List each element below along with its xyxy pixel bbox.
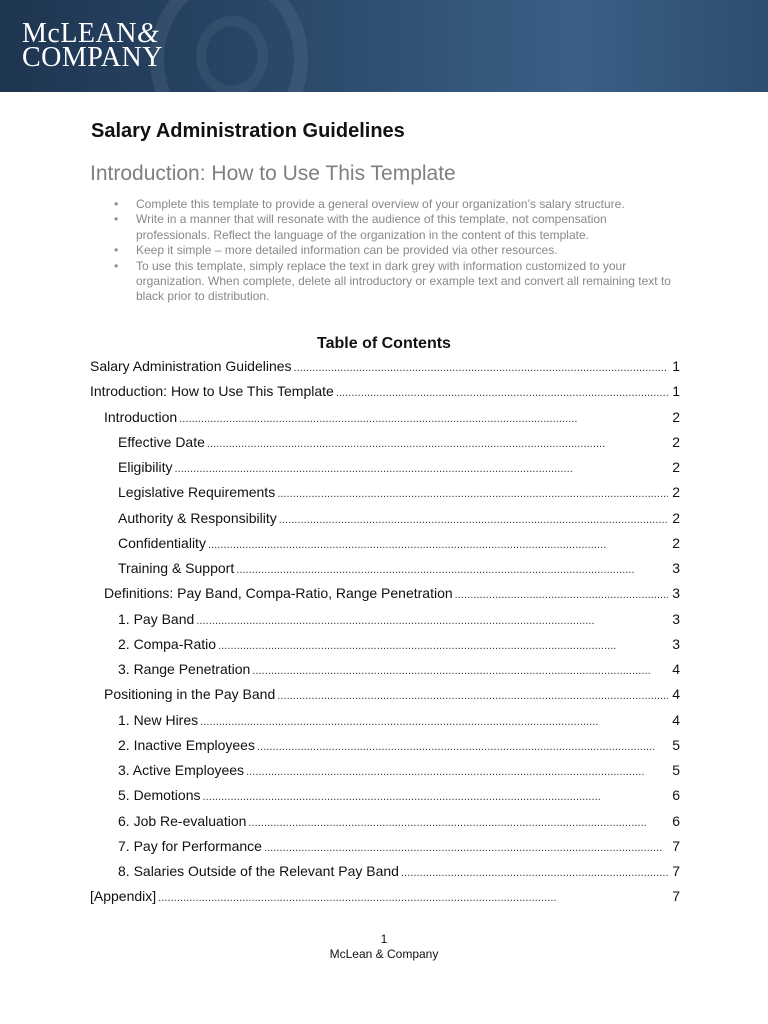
ampersand-watermark-inner xyxy=(196,16,268,92)
toc-leader-dots xyxy=(294,358,668,374)
toc-entry-page: 7 xyxy=(672,837,680,854)
toc-entry-title: Legislative Requirements xyxy=(118,484,276,501)
footer-company: McLean & Company xyxy=(329,947,439,961)
toc-leader-dots xyxy=(455,585,668,601)
toc-entry-page: 3 xyxy=(672,635,680,652)
toc-entry-page: 2 xyxy=(672,408,680,425)
toc-entry[interactable] xyxy=(90,863,680,888)
toc-entry[interactable] xyxy=(90,383,680,408)
toc-entry-page: 2 xyxy=(672,509,680,526)
company-logo xyxy=(22,18,163,73)
toc-entry[interactable] xyxy=(90,838,680,863)
toc-leader-dots xyxy=(277,484,668,500)
bullet-item: • Keep it simple – more detailed information can be provided via other resources. xyxy=(112,243,672,258)
toc-entry[interactable] xyxy=(90,686,680,711)
toc-entry-page: 2 xyxy=(672,433,680,450)
toc-entry-title: Authority & Responsibility xyxy=(118,509,277,526)
toc-entry[interactable] xyxy=(90,459,680,484)
bullet-item: • To use this template, simply replace the text in dark grey with information customized to your organization. When complete, delete all introductory or example text and convert all remaining text to black prior to distribution. xyxy=(112,259,672,305)
toc-entry-page: 3 xyxy=(672,585,680,602)
toc-leader-dots xyxy=(202,787,668,803)
toc-entry[interactable] xyxy=(90,636,680,661)
toc-leader-dots xyxy=(246,762,668,778)
logo-ampersand: & xyxy=(136,18,160,49)
toc-entry-title: 6. Job Re-evaluation xyxy=(118,812,247,829)
toc-leader-dots xyxy=(218,636,668,652)
toc-leader-dots xyxy=(336,383,668,399)
toc-entry[interactable] xyxy=(90,585,680,610)
toc-entry-title: Introduction: How to Use This Template xyxy=(90,383,334,400)
toc-title: Table of Contents xyxy=(317,335,451,352)
toc-entry-page: 1 xyxy=(672,358,680,374)
toc-leader-dots xyxy=(179,409,668,425)
bullet-item: • Write in a manner that will resonate with the audience of this template, not compensation professionals. Reflect the language of the organization in the content of this template. xyxy=(112,212,672,243)
logo-line1: McLEAN xyxy=(22,18,137,49)
toc-entry-title: 8. Salaries Outside of the Relevant Pay Band xyxy=(118,863,399,879)
toc-entry-title: 2. Inactive Employees xyxy=(118,736,255,753)
toc-leader-dots xyxy=(277,686,668,702)
toc-leader-dots xyxy=(200,712,668,728)
toc-entry[interactable] xyxy=(90,358,680,383)
page-number: 1 xyxy=(380,932,388,946)
toc-leader-dots xyxy=(196,611,668,627)
toc-entry-title: Effective Date xyxy=(118,433,205,450)
toc-entry[interactable] xyxy=(90,484,680,509)
toc-entry-title: 3. Active Employees xyxy=(118,762,245,778)
toc-entry-title: Introduction xyxy=(104,408,178,425)
toc-leader-dots xyxy=(279,510,668,526)
toc-leader-dots xyxy=(252,661,668,677)
toc-entry[interactable] xyxy=(90,434,680,459)
toc-entry-page: 5 xyxy=(672,762,680,778)
toc-entry-title: 1. New Hires xyxy=(118,711,199,728)
toc-entry[interactable] xyxy=(90,409,680,434)
page-footer xyxy=(0,932,768,962)
toc-entry-title: Confidentiality xyxy=(118,534,206,551)
toc-entry-page: 4 xyxy=(672,661,680,677)
toc-entry-title: 2. Compa-Ratio xyxy=(118,635,217,652)
toc-entry[interactable] xyxy=(90,737,680,762)
toc-entry-title: Positioning in the Pay Band xyxy=(104,686,276,703)
toc-entry-page: 4 xyxy=(672,686,680,703)
toc-entry-page: 4 xyxy=(672,711,680,728)
toc-entry[interactable] xyxy=(90,762,680,787)
document-title: Salary Administration Guidelines xyxy=(91,120,405,142)
toc-entry[interactable] xyxy=(90,712,680,737)
toc-leader-dots xyxy=(158,888,668,904)
toc-entry-page: 2 xyxy=(672,459,680,475)
toc-entry-page: 3 xyxy=(672,610,680,627)
toc-entry[interactable] xyxy=(90,510,680,535)
toc-entry-title: 7. Pay for Performance xyxy=(118,837,262,854)
toc-leader-dots xyxy=(207,434,668,450)
toc-entry-page: 6 xyxy=(672,787,680,804)
toc-entry-page: 7 xyxy=(672,888,680,905)
toc-leader-dots xyxy=(401,863,668,879)
logo-line2: COMPANY xyxy=(22,42,163,73)
toc-entry-title: 1. Pay Band xyxy=(118,610,195,627)
toc-entry-title: 5. Demotions xyxy=(118,787,201,804)
toc-entry[interactable] xyxy=(90,560,680,585)
intro-bullet-list xyxy=(112,197,672,305)
intro-heading: Introduction: How to Use This Template xyxy=(90,162,456,185)
toc-entry-page: 2 xyxy=(672,484,680,501)
toc-entry[interactable] xyxy=(90,888,680,913)
toc-leader-dots xyxy=(248,813,668,829)
toc-entry[interactable] xyxy=(90,787,680,812)
bullet-item: • Complete this template to provide a general overview of your organization’s salary structure. xyxy=(112,197,672,212)
toc-leader-dots xyxy=(174,459,668,475)
toc-entry-page: 2 xyxy=(672,534,680,551)
toc-leader-dots xyxy=(257,737,668,753)
toc-entry-title: [Appendix] xyxy=(90,888,157,905)
toc-entry-title: Definitions: Pay Band, Compa-Ratio, Range Penetration xyxy=(104,585,453,602)
toc-entry[interactable] xyxy=(90,611,680,636)
toc-entry-title: Training & Support xyxy=(118,560,235,576)
toc-leader-dots xyxy=(208,535,668,551)
toc-entry-title: Eligibility xyxy=(118,459,173,475)
toc-entry-page: 5 xyxy=(672,736,680,753)
toc-entry[interactable] xyxy=(90,661,680,686)
toc-entry-page: 3 xyxy=(672,560,680,576)
toc-entry-title: Salary Administration Guidelines xyxy=(90,358,292,374)
toc-entry-title: 3. Range Penetration xyxy=(118,661,251,677)
toc-entry-page: 1 xyxy=(672,383,680,400)
toc-entry[interactable] xyxy=(90,813,680,838)
toc-entry[interactable] xyxy=(90,535,680,560)
header-banner xyxy=(0,0,768,92)
toc-leader-dots xyxy=(236,560,668,576)
toc-leader-dots xyxy=(264,838,668,854)
toc-entry-page: 6 xyxy=(672,812,680,829)
table-of-contents xyxy=(90,358,680,914)
toc-entry-page: 7 xyxy=(672,863,680,879)
